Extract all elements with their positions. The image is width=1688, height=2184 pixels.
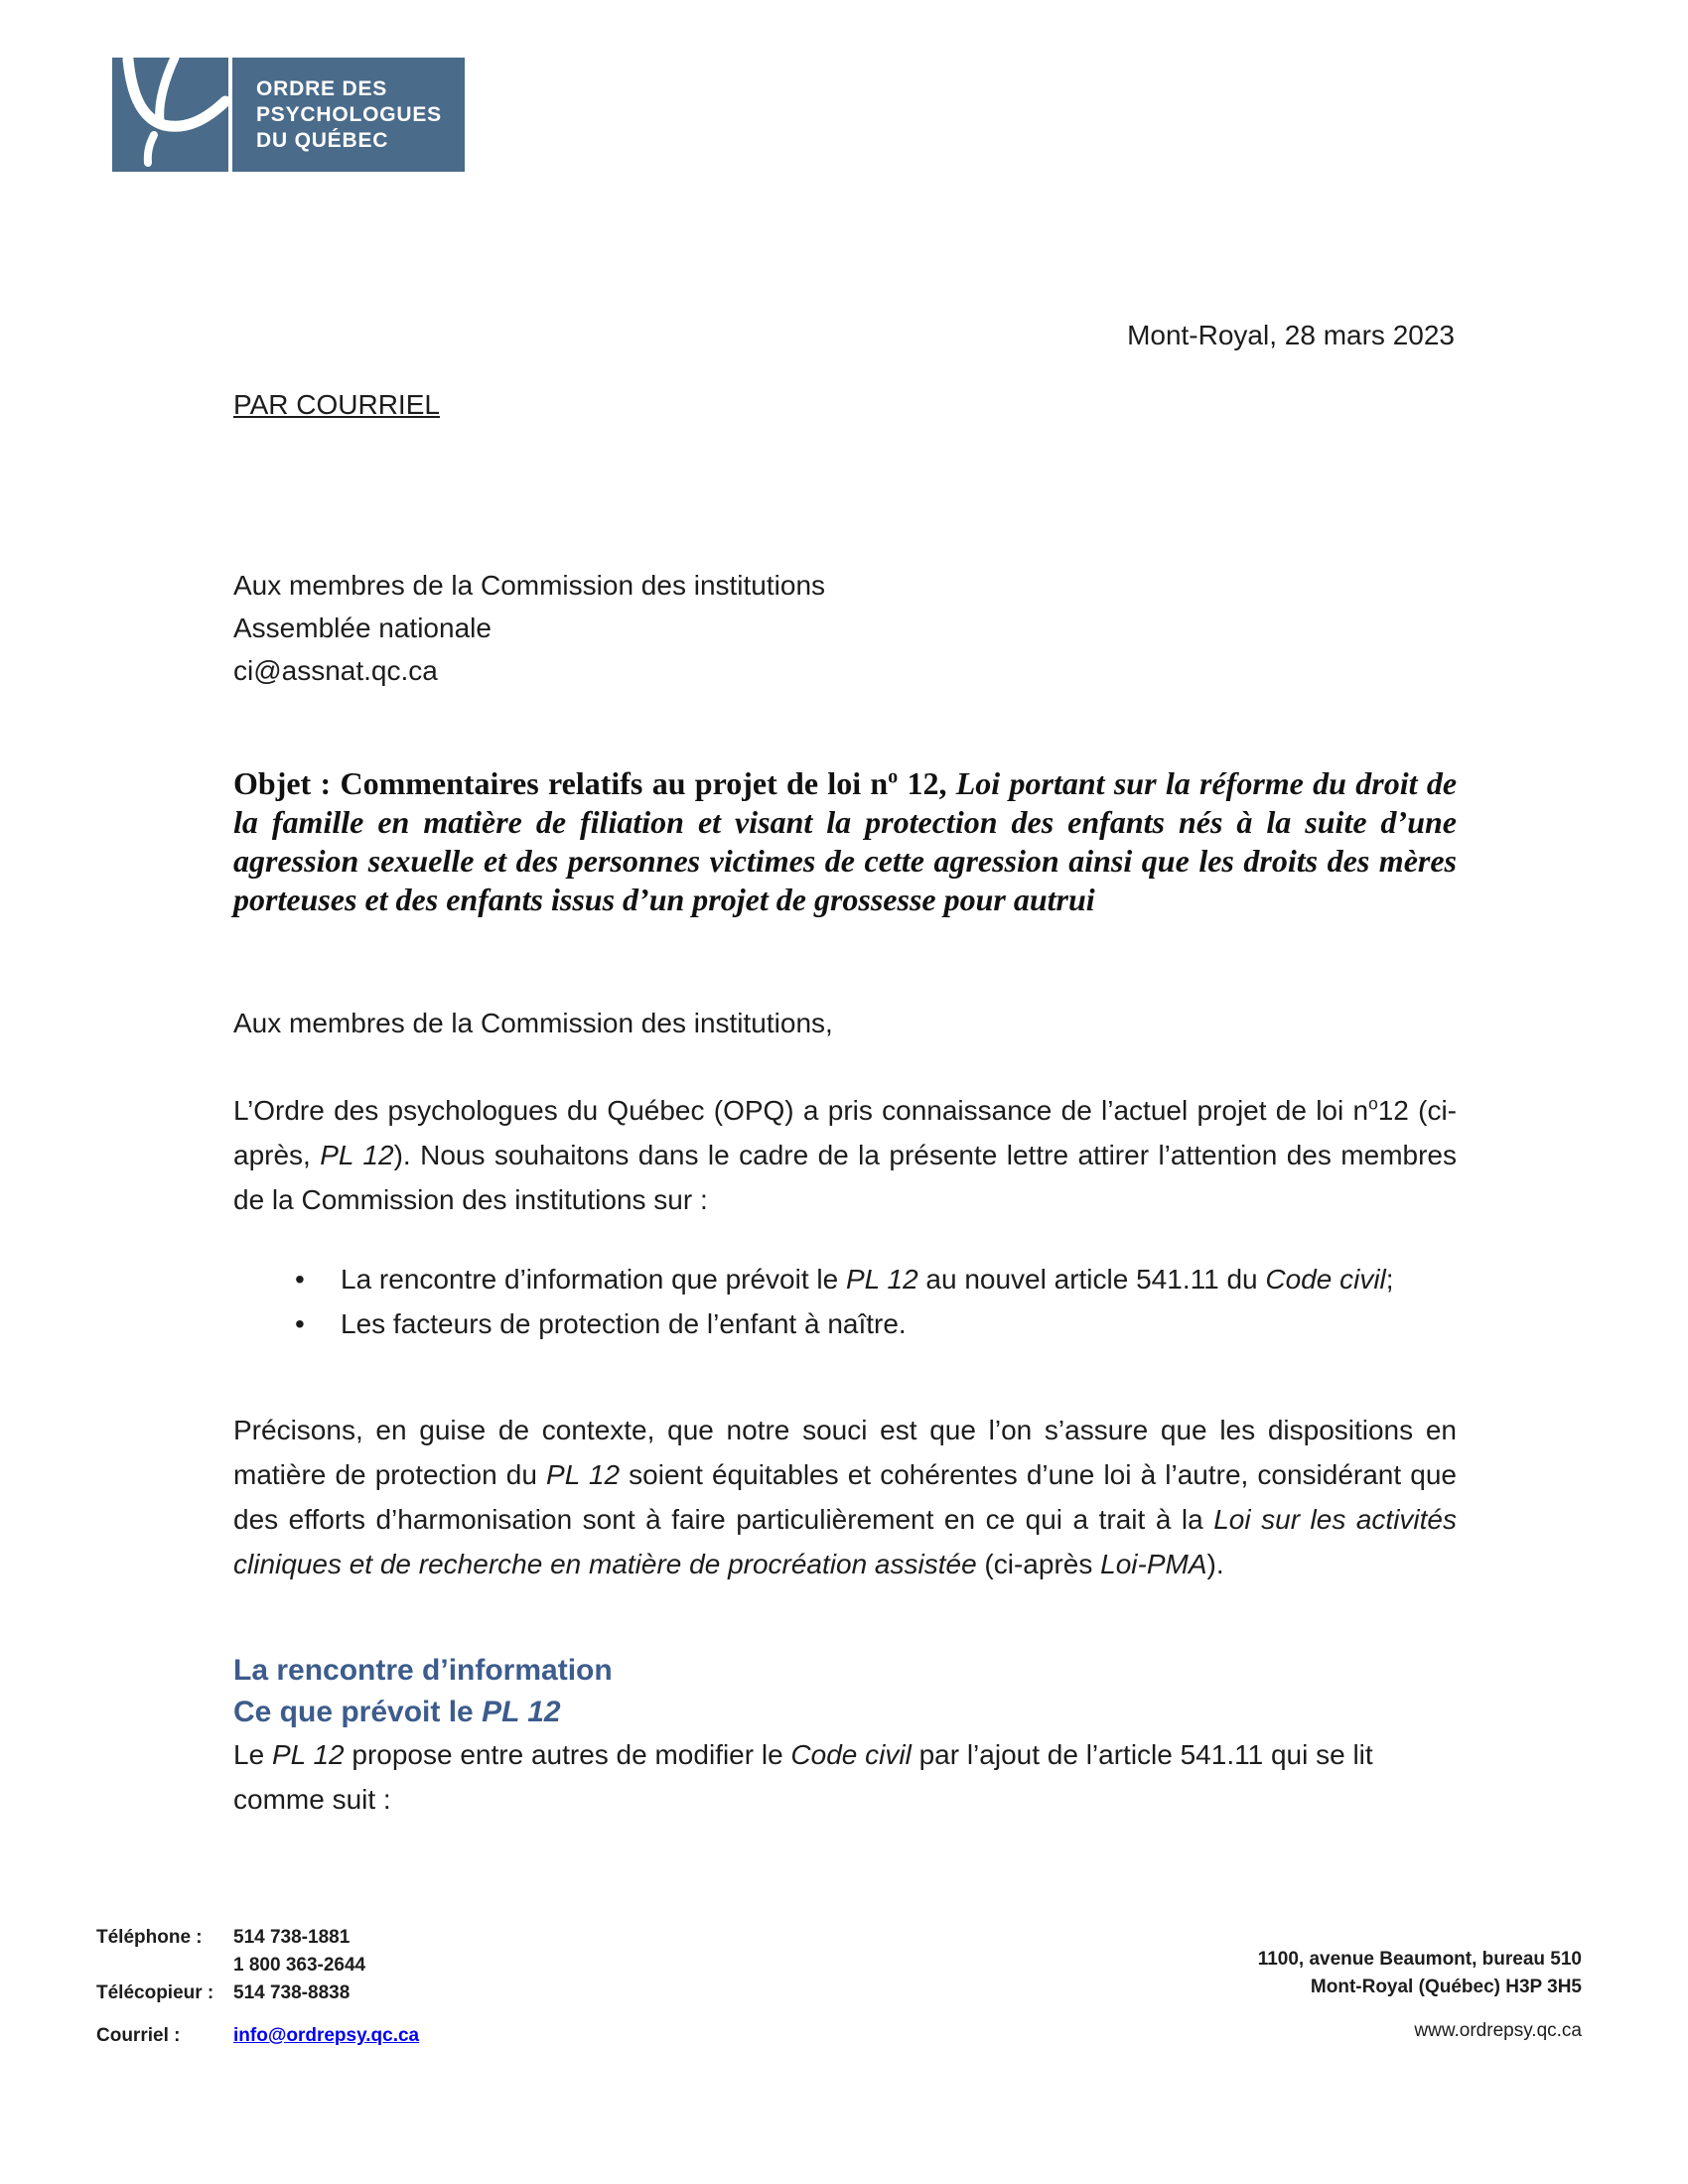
logo-line-2: PSYCHOLOGUES bbox=[256, 102, 442, 126]
footer-address-block bbox=[1258, 1946, 1582, 2045]
section-heading-rencontre: La rencontre d’information bbox=[233, 1654, 613, 1687]
opq-logo-wordmark bbox=[232, 58, 465, 172]
phone-number-1: 514 738-1881 bbox=[233, 1927, 351, 1948]
bullet1-text: ; bbox=[1385, 1264, 1394, 1295]
p3-code-civil: Code civil bbox=[790, 1739, 912, 1770]
footer-fax-row bbox=[96, 1979, 419, 2007]
footer-phone-row-2 bbox=[96, 1952, 419, 1979]
p2-loi-pma: Loi-PMA bbox=[1100, 1549, 1207, 1579]
phone-number-2: 1 800 363-2644 bbox=[233, 1955, 366, 1976]
website-url: www.ordrepsy.qc.ca bbox=[1414, 2020, 1582, 2041]
paragraph-3 bbox=[233, 1732, 1457, 1822]
subject-ordinal: o bbox=[888, 765, 899, 788]
p1-text: ). Nous souhaitons dans le cadre de la présente lettre attirer l’attention des membres de la Commission des institutions sur : bbox=[233, 1140, 1457, 1215]
phone-label: Téléphone : bbox=[96, 1927, 203, 1948]
recipient-block bbox=[233, 564, 825, 692]
bullet-marker: • bbox=[295, 1264, 305, 1295]
p1-pl12: PL 12 bbox=[320, 1140, 394, 1170]
bullet-item-1 bbox=[295, 1257, 1457, 1301]
section-subheading-prevoit bbox=[233, 1696, 561, 1729]
logo-line-1: ORDRE DES bbox=[256, 76, 388, 100]
fax-label: Télécopieur : bbox=[96, 1982, 214, 2003]
address-line-2: Mont-Royal (Québec) H3P 3H5 bbox=[1310, 1977, 1582, 1997]
bullet1-pl12: PL 12 bbox=[845, 1264, 918, 1295]
bullet1-text: au nouvel article 541.11 du bbox=[917, 1264, 1266, 1295]
p2-text: Précisons, en guise de contexte, que notre souci est que l’on s’assure que les dispositions en matière de protection du bbox=[233, 1415, 1457, 1490]
address-line-1: 1100, avenue Beaumont, bureau 510 bbox=[1257, 1949, 1582, 1970]
p2-pl12: PL 12 bbox=[546, 1459, 621, 1490]
logo-line-3: DU QUÉBEC bbox=[256, 128, 389, 152]
p1-text: L’Ordre des psychologues du Québec (OPQ) a pris connaissance de l’actuel projet de loi n bbox=[233, 1095, 1369, 1126]
footer-phone-row bbox=[96, 1924, 419, 1952]
p3-text: Le bbox=[233, 1739, 272, 1770]
p1-text: 12 (ci-après, bbox=[233, 1095, 1458, 1170]
subject-prefix: Objet : Commentaires relatifs au projet de loi n bbox=[233, 765, 889, 801]
salutation: Aux membres de la Commission des institutions, bbox=[233, 1008, 833, 1038]
email-label: Courriel : bbox=[96, 2025, 181, 2046]
p2-text: (ci-après bbox=[976, 1549, 1101, 1579]
footer-email-row bbox=[96, 2022, 419, 2050]
recipient-email: ci@assnat.qc.ca bbox=[233, 655, 438, 686]
subheading-pl12: PL 12 bbox=[482, 1696, 561, 1728]
footer-email-link[interactable]: info@ordrepsy.qc.ca bbox=[233, 2025, 420, 2046]
subheading-text: Ce que prévoit le bbox=[233, 1696, 483, 1728]
subject-paragraph bbox=[233, 764, 1457, 919]
footer-contact-block bbox=[96, 1924, 419, 2050]
p2-text: ). bbox=[1206, 1549, 1224, 1579]
recipient-line-2: Assemblée nationale bbox=[233, 613, 492, 643]
opq-logo-icon bbox=[112, 58, 228, 172]
bullet-list bbox=[295, 1257, 1457, 1346]
recipient-line-1: Aux membres de la Commission des institutions bbox=[233, 570, 826, 601]
p3-pl12: PL 12 bbox=[271, 1739, 345, 1770]
bullet1-code-civil: Code civil bbox=[1265, 1264, 1386, 1295]
subject-number: 12, bbox=[898, 765, 956, 801]
phone-label-spacer bbox=[96, 1952, 233, 1979]
fax-number: 514 738-8838 bbox=[233, 1982, 351, 2003]
delivery-method: PAR COURRIEL bbox=[233, 389, 440, 420]
p2-law-title: Loi sur les activités cliniques et de recherche en matière de procréation assistée bbox=[233, 1504, 1457, 1579]
dateline: Mont-Royal, 28 mars 2023 bbox=[1127, 320, 1455, 350]
subject-law-title: Loi portant sur la réforme du droit de la famille en matière de filiation et visant la protection des enfants nés à la suite d’une agression sexuelle et des personnes victimes de cette agression ainsi que les droits des mères porteuses et des enfants issus d’un projet de grossesse pour autrui bbox=[233, 765, 1458, 917]
bullet-item-2 bbox=[295, 1301, 1457, 1346]
p3-text: propose entre autres de modifier le bbox=[344, 1739, 791, 1770]
p2-text: soient équitables et cohérentes d’une loi à l’autre, considérant que des efforts d’harmonisation sont à faire particulièrement en ce qui a trait à la bbox=[233, 1459, 1457, 1535]
p3-text: par l’ajout de l’article 541.11 qui se lit comme suit : bbox=[233, 1739, 1373, 1815]
bullet-marker: • bbox=[295, 1308, 305, 1339]
bullet1-text: La rencontre d’information que prévoit le bbox=[341, 1264, 846, 1295]
p1-ordinal: o bbox=[1368, 1093, 1378, 1114]
paragraph-1 bbox=[233, 1088, 1457, 1222]
opq-logo bbox=[112, 58, 465, 172]
bullet2-text: Les facteurs de protection de l’enfant à naître. bbox=[341, 1308, 907, 1339]
paragraph-2 bbox=[233, 1408, 1457, 1586]
